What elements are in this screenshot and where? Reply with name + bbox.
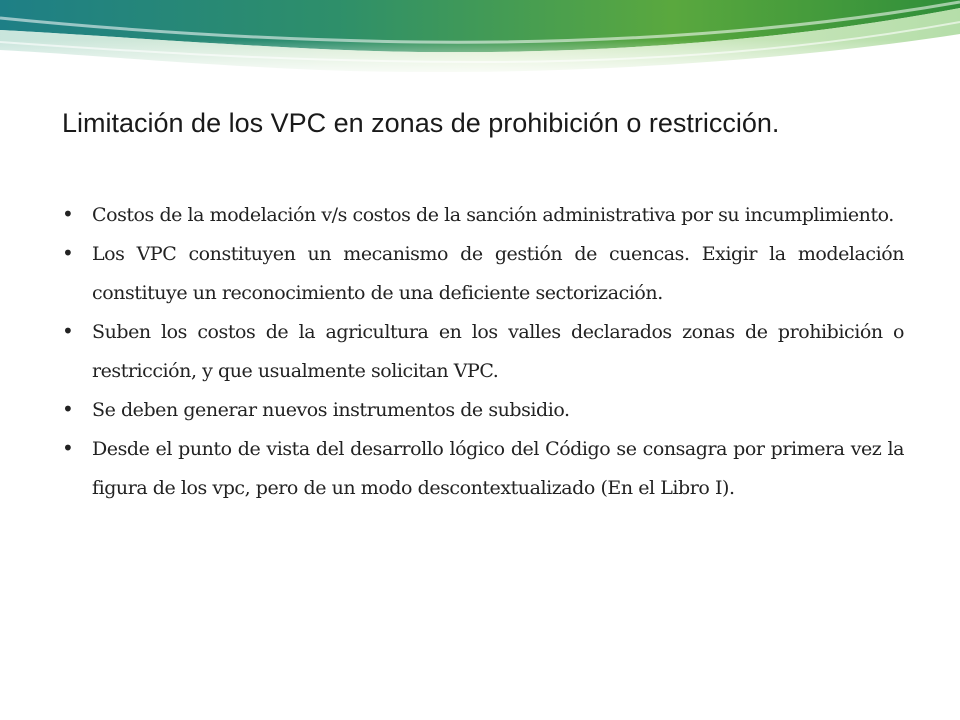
bullet-item — [62, 196, 904, 235]
bullet-text: Los VPC constituyen un mecanismo de gestión de cuencas. Exigir la modelación constituye un reconocimiento de una deficiente sectorización. — [92, 243, 904, 304]
header-swoosh-decoration — [0, 0, 960, 80]
bullet-dot-icon: • — [62, 436, 74, 460]
bullet-dot-icon: • — [62, 202, 74, 226]
bullet-dot-icon: • — [62, 241, 74, 265]
bullet-text: Costos de la modelación v/s costos de la sanción administrativa por su incumplimiento. — [92, 204, 894, 226]
bullet-item — [62, 391, 904, 430]
bullet-text: Desde el punto de vista del desarrollo lógico del Código se consagra por primera vez la figura de los vpc, pero de un modo descontextualizado (En el Libro I). — [92, 438, 904, 499]
bullet-item — [62, 235, 904, 313]
bullet-dot-icon: • — [62, 397, 74, 421]
slide-title: Limitación de los VPC en zonas de prohibición o restricción. — [62, 108, 780, 138]
bullet-item — [62, 313, 904, 391]
bullet-list — [62, 196, 904, 508]
bullet-dot-icon: • — [62, 319, 74, 343]
bullet-item — [62, 430, 904, 508]
bullet-text: Suben los costos de la agricultura en los valles declarados zonas de prohibición o restricción, y que usualmente solicitan VPC. — [92, 321, 904, 382]
bullet-text: Se deben generar nuevos instrumentos de subsidio. — [92, 399, 570, 421]
